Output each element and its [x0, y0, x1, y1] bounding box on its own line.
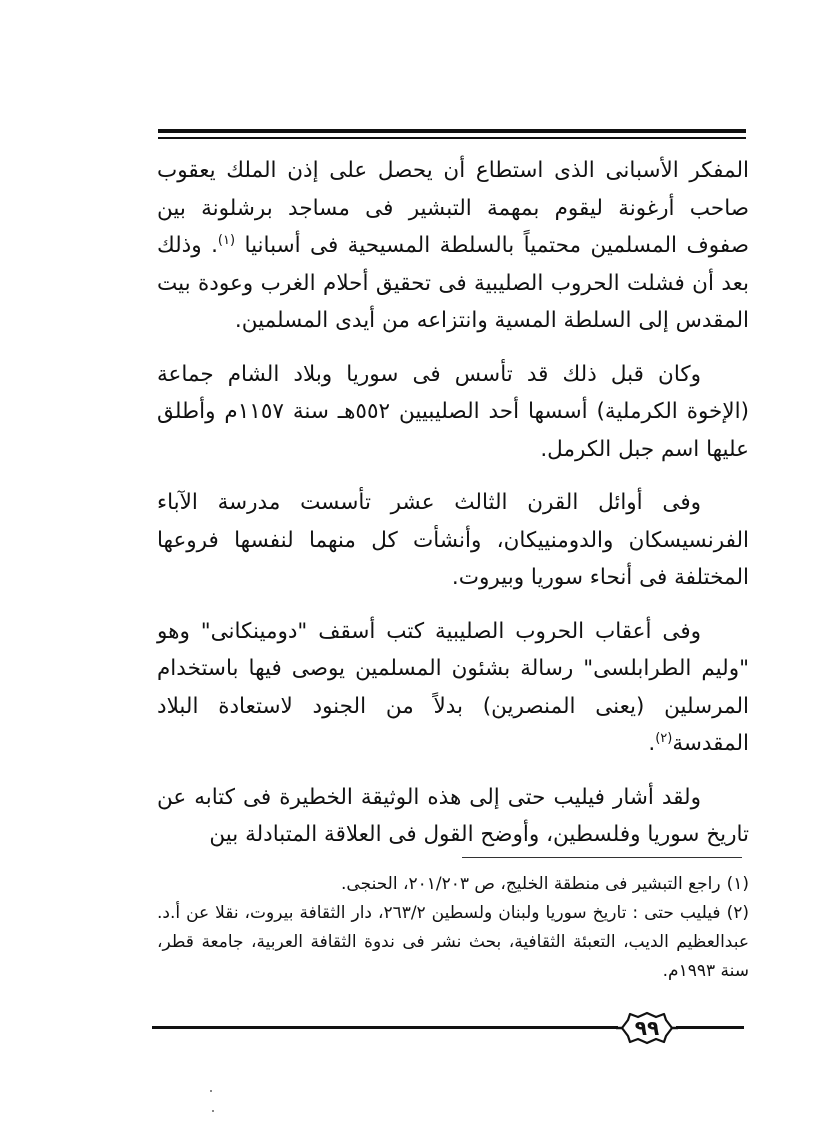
footnote-2-text: فيليب حتى : تاريخ سوريا ولبنان ولسطين ٢٦٣/٢، دار الثقافة بيروت، نقلا عن أ.د. عبدالعظيم الديب، التعبئة الثقافية، بحث نشر فى ندوة الثقافة العربية، جامعة قطر، سنة ١٩٩٣م. — [157, 903, 749, 981]
footnote-1-number: (١) — [726, 874, 749, 894]
paragraph-1-text-a: المفكر الأسبانى الذى استطاع أن يحصل على إذن الملك يعقوب صاحب أرغونة ليقوم بمهمة التبشير فى مساجد برشلونة بين صفوف المسلمين محتمياً بالسلطة المسيحية فى أسبانيا — [157, 158, 749, 258]
header-rule-thin — [158, 137, 746, 139]
paragraph-3: وفى أوائل القرن الثالث عشر تأسست مدرسة الآباء الفرنسيسكان والدومنييكان، وأنشأت كل منهما لنفسها فروعها المختلفة فى أنحاء سوريا وبيروت. — [157, 490, 749, 590]
body-text — [157, 152, 749, 870]
paragraph-1 — [157, 152, 749, 340]
footnote-ref-2[interactable]: (٢) — [655, 730, 673, 746]
footnote-1-text: راجع التبشير فى منطقة الخليج، ص ٢٠١/٢٠٣، الحنجى. — [341, 874, 721, 894]
scan-speck — [210, 1090, 212, 1092]
footnote-2 — [157, 899, 749, 986]
paragraph-2: وكان قبل ذلك قد تأسس فى سوريا وبلاد الشام جماعة (الإخوة الكرملية) أسسها أحد الصليبيين ٥٥٢هـ سنة ١١٥٧م وأطلق عليها اسم جبل الكرمل. — [157, 361, 749, 462]
paragraph-5: ولقد أشار فيليب حتى إلى هذه الوثيقة الخطيرة فى كتابه عن تاريخ سوريا وفلسطين، وأوضح القول فى العلاقة المتبادلة بين — [157, 784, 749, 847]
footnotes — [157, 870, 749, 986]
footer-rule-right — [676, 1026, 744, 1029]
header-rule-thick — [158, 129, 746, 133]
footer-rule-left — [152, 1026, 618, 1029]
page-number: ٩٩ — [634, 1016, 660, 1040]
footnote-separator — [462, 857, 742, 858]
paragraph-4-text-b: . — [648, 731, 656, 756]
paragraph-4 — [157, 613, 749, 763]
scan-speck — [212, 1110, 214, 1112]
footnote-1 — [157, 870, 749, 899]
footnote-2-number: (٢) — [726, 903, 749, 923]
paragraph-1-text-b: . وذلك بعد أن فشلت الحروب الصليبية فى تحقيق أحلام الغرب وعودة بيت المقدس إلى السلطة المسية وانتزاعه من أيدى المسلمين. — [157, 233, 749, 333]
paragraph-4-text-a: وفى أعقاب الحروب الصليبية كتب أسقف "دومينكانى" وهو "وليم الطرابلسى" رسالة بشئون المسلمين يوصى فيها باستخدام المرسلين (يعنى المنصرين) بدلاً من الجنود لاستعادة البلاد المقدسة — [157, 618, 749, 756]
footnote-ref-1[interactable]: (١) — [217, 232, 236, 248]
